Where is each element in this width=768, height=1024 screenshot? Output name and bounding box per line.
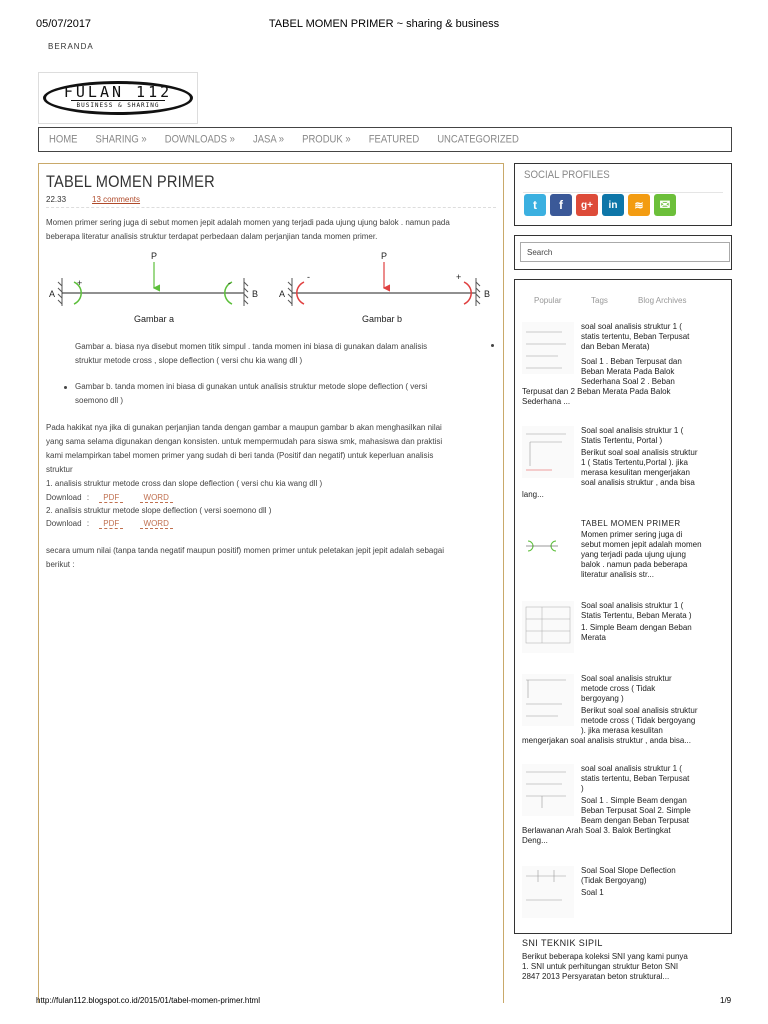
rss-icon[interactable]: ≋ xyxy=(628,194,650,216)
fig-b-a-label: A xyxy=(279,289,286,299)
post-thumbnail xyxy=(522,426,574,478)
desc-line: literatur analisis str... xyxy=(581,570,654,579)
nav-beranda-link[interactable]: BERANDA xyxy=(48,42,94,51)
post-thumbnail xyxy=(522,674,574,726)
post-closing xyxy=(46,544,444,572)
search-input[interactable]: Search xyxy=(520,242,730,262)
popular-post-desc xyxy=(581,796,691,826)
fig-b-plus: + xyxy=(456,272,462,282)
title-line: statis tertentu, Beban Terpusat xyxy=(581,332,690,341)
popular-post-desc-cont xyxy=(522,736,691,746)
bullet-gambar-a xyxy=(75,340,427,368)
closing-line: secara umum nilai (tanpa tanda negatif maupun positif) momen primer untuk peletakan jepit jepit adalah sebagai xyxy=(46,546,445,555)
desc-line: Berikut soal soal analisis struktur xyxy=(581,706,698,715)
popular-post-title[interactable] xyxy=(581,322,689,352)
word-link-2[interactable]: WORD xyxy=(140,519,173,529)
email-icon[interactable]: ✉ xyxy=(654,194,676,216)
title-line: Statis Tertentu, Portal ) xyxy=(581,436,663,445)
fig-a-minus: - xyxy=(228,278,231,288)
post-title: TABEL MOMEN PRIMER xyxy=(46,172,215,191)
download-colon: : xyxy=(86,519,90,528)
desc-line: ). jika merasa kesulitan xyxy=(581,726,663,735)
desc-line: mengerjakan soal analisis struktur , anda bisa... xyxy=(522,736,691,745)
logo-main-text: FULAN 112 xyxy=(63,83,173,101)
linkedin-icon[interactable]: in xyxy=(602,194,624,216)
popular-post-item[interactable] xyxy=(522,764,727,854)
desc-line: Soal 1 . Beban Terpusat dan xyxy=(581,357,682,366)
menu-jasa[interactable]: JASA » xyxy=(252,133,285,146)
download-label: Download xyxy=(46,493,82,502)
desc-line: balok . namun pada beberapa xyxy=(581,560,688,569)
popular-post-title[interactable] xyxy=(581,866,676,886)
menu-featured[interactable]: FEATURED xyxy=(368,133,420,146)
popular-post-item[interactable] xyxy=(522,322,727,412)
fig-b-p-label: P xyxy=(381,251,388,261)
title-line: (Tidak Bergoyang) xyxy=(581,876,647,885)
title-line: Soal soal analisis struktur xyxy=(581,674,672,683)
fig-b-b-label: B xyxy=(484,289,491,299)
bullet-line: Gambar a. biasa nya disebut momen titik simpul . tanda momen ini biasa di gunakan dalam analisis xyxy=(75,342,428,351)
post-divider xyxy=(46,207,496,208)
desc-line: metode cross ( Tidak bergoyang xyxy=(581,716,696,725)
body-line: Pada hakikat nya jika di gunakan perjanjian tanda dengan gambar a maupun gambar b akan menghasilkan nilai xyxy=(46,423,442,432)
fig-a-a-label: A xyxy=(49,289,56,299)
social-divider xyxy=(523,192,723,193)
title-line: Soal soal analisis struktur 1 ( xyxy=(581,426,684,435)
post-body xyxy=(46,421,442,477)
title-line: soal soal analisis struktur 1 ( xyxy=(581,764,682,773)
tab-tags[interactable]: Tags xyxy=(591,296,608,305)
main-menu xyxy=(38,127,732,152)
pdf-link-1[interactable]: PDF xyxy=(99,493,123,503)
popular-post-title[interactable] xyxy=(581,601,692,621)
title-line: Statis Tertentu, Beban Merata ) xyxy=(581,611,692,620)
popular-post-title[interactable] xyxy=(581,426,683,446)
desc-line: lang... xyxy=(522,490,544,499)
moment-sign-figure xyxy=(44,248,494,328)
body-line: yang sama selama digunakan dengan konsisten. untuk mempermudah para siswa smk, mahasiswa dan praktisi xyxy=(46,437,443,446)
title-line: dan Beban Merata) xyxy=(581,342,650,351)
post-thumbnail xyxy=(522,322,574,374)
social-profiles-title: SOCIAL PROFILES xyxy=(524,169,610,181)
desc-line: yang terjadi pada ujung ujung xyxy=(581,550,686,559)
footer-page-number: 1/9 xyxy=(720,996,732,1005)
menu-downloads[interactable]: DOWNLOADS » xyxy=(164,133,235,146)
sni-title: SNI TEKNIK SIPIL xyxy=(522,938,603,948)
desc-line: Merata xyxy=(581,633,606,642)
title-line: metode cross ( Tidak xyxy=(581,684,656,693)
closing-line: berikut : xyxy=(46,560,75,569)
sni-desc xyxy=(522,952,688,982)
fig-a-caption: Gambar a xyxy=(134,314,175,324)
googleplus-icon[interactable]: g+ xyxy=(576,194,598,216)
popular-post-desc xyxy=(581,448,698,488)
popular-post-title[interactable] xyxy=(581,674,672,704)
logo-divider xyxy=(71,100,165,101)
desc-line: Berikut soal soal analisis struktur xyxy=(581,448,698,457)
title-line: TABEL MOMEN PRIMER xyxy=(581,519,681,528)
tab-blog-archives[interactable]: Blog Archives xyxy=(638,296,687,305)
bullet-dot xyxy=(491,344,494,347)
intro-line: beberapa literatur analisis struktur terdapat perbedaan dalam perjanjian tanda momen primer. xyxy=(46,232,378,241)
desc-line: Momen primer sering juga di xyxy=(581,530,683,539)
popular-post-item[interactable] xyxy=(522,426,727,506)
desc-line: Terpusat dan 2 Beban Merata Pada Balok xyxy=(522,387,671,396)
desc-line: Sederhana ... xyxy=(522,397,571,406)
body-line: struktur xyxy=(46,465,73,474)
pdf-link-2[interactable]: PDF xyxy=(99,519,123,529)
fig-b-caption: Gambar b xyxy=(362,314,403,324)
desc-line: Beam dengan Beban Terpusat xyxy=(581,816,689,825)
bullet-line: struktur metode cross , slope deflection ( versi chu kia wang dll ) xyxy=(75,356,303,365)
desc-line: 1. Simple Beam dengan Beban xyxy=(581,623,692,632)
tab-popular[interactable]: Popular xyxy=(534,296,562,305)
popular-post-desc xyxy=(581,357,682,387)
popular-post-item[interactable] xyxy=(522,674,727,754)
intro-line: Momen primer sering juga di sebut momen jepit adalah momen yang terjadi pada ujung ujung balok . namun pada xyxy=(46,218,450,227)
bullet-dot xyxy=(64,386,67,389)
figure-b xyxy=(288,262,480,306)
desc-line: Deng... xyxy=(522,836,548,845)
desc-line: 2847 2013 Persyaratan beton struktural... xyxy=(522,972,670,981)
print-page-title: TABEL MOMEN PRIMER ~ sharing & business xyxy=(268,18,500,30)
post-thumbnail xyxy=(522,866,574,918)
desc-line: Sederhana Soal 2 . Beban xyxy=(581,377,675,386)
bullet-gambar-b xyxy=(75,380,427,408)
social-icons xyxy=(524,194,676,216)
desc-line: 1. SNI untuk perhitungan struktur Beton SNI xyxy=(522,962,679,971)
menu-sharing[interactable]: SHARING » xyxy=(95,133,147,146)
bullet-line: Gambar b. tanda momen ini biasa di gunakan untuk analisis struktur metode slope deflection ( versi xyxy=(75,382,428,391)
fig-a-b-label: B xyxy=(252,289,259,299)
popular-post-title[interactable] xyxy=(581,519,681,529)
desc-line: Beban Merata Pada Balok xyxy=(581,367,675,376)
popular-post-desc xyxy=(581,530,702,580)
popular-post-item[interactable] xyxy=(522,519,727,585)
desc-line: Beban Terpusat Soal 2. Simple xyxy=(581,806,691,815)
desc-line: sebut momen jepit adalah momen xyxy=(581,540,702,549)
post-thumbnail xyxy=(522,601,574,653)
body-line: kami melampirkan tabel momen primer yang sudah di beri tanda (Positif dan negatif) untuk keperluan analisis xyxy=(46,451,434,460)
desc-line: Berikut beberapa koleksi SNI yang kami punya xyxy=(522,952,688,961)
fig-a-plus: + xyxy=(77,278,83,288)
desc-line: Soal 1 xyxy=(581,888,604,897)
title-line: Soal soal analisis struktur 1 ( xyxy=(581,601,684,610)
popular-post-desc-cont xyxy=(522,490,544,500)
footer-url: http://fulan112.blogspot.co.id/2015/01/tabel-momen-primer.html xyxy=(36,996,260,1005)
menu-uncategorized[interactable]: UNCATEGORIZED xyxy=(437,133,519,146)
social-profiles-widget xyxy=(514,163,732,226)
twitter-icon[interactable]: t xyxy=(524,194,546,216)
title-line: statis tertentu, Beban Terpusat xyxy=(581,774,690,783)
item-2: 2. analisis struktur metode slope deflection ( versi soemono dll ) xyxy=(46,506,272,515)
download-row-1 xyxy=(46,491,173,505)
popular-post-title[interactable] xyxy=(581,764,689,794)
popular-post-desc xyxy=(581,706,698,736)
post-thumbnail xyxy=(522,764,574,816)
popular-post-item[interactable] xyxy=(522,601,727,661)
popular-post-desc-cont xyxy=(522,387,671,407)
post-comments-link[interactable]: 13 comments xyxy=(92,195,141,204)
word-link-1[interactable]: WORD xyxy=(140,493,173,503)
title-line: soal soal analisis struktur 1 ( xyxy=(581,322,682,331)
figure-a xyxy=(58,262,248,306)
bullet-line: soemono dll ) xyxy=(75,396,124,405)
desc-line: Berlawanan Arah Soal 3. Balok Bertingkat xyxy=(522,826,671,835)
desc-line: 1 ( Statis Tertentu,Portal ). jika xyxy=(581,458,689,467)
fig-b-minus: - xyxy=(307,272,310,282)
post-time: 22.33 xyxy=(46,195,67,204)
title-line: ) xyxy=(581,784,584,793)
print-date: 05/07/2017 xyxy=(36,18,92,30)
desc-line: soal analisis struktur , anda bisa xyxy=(581,478,695,487)
download-row-2 xyxy=(46,517,173,531)
download-colon: : xyxy=(86,493,90,502)
post-thumbnail xyxy=(522,519,574,571)
popular-post-desc-cont xyxy=(522,826,671,846)
desc-line: merasa kesulitan mengerjakan xyxy=(581,468,690,477)
fig-a-p-label: P xyxy=(151,251,158,261)
popular-post-desc xyxy=(581,623,692,643)
site-logo[interactable] xyxy=(38,72,198,124)
title-line: bergoyang ) xyxy=(581,694,624,703)
desc-line: Soal 1 . Simple Beam dengan xyxy=(581,796,687,805)
facebook-icon[interactable]: f xyxy=(550,194,572,216)
download-label: Download xyxy=(46,519,82,528)
menu-home[interactable]: HOME xyxy=(49,133,78,146)
post-intro xyxy=(46,216,450,244)
menu-produk[interactable]: PRODUK » xyxy=(302,133,351,146)
logo-sub-text: BUSINESS & SHARING xyxy=(76,102,160,109)
title-line: Soal Soal Slope Deflection xyxy=(581,866,676,875)
item-1: 1. analisis struktur metode cross dan slope deflection ( versi chu kia wang dll ) xyxy=(46,479,323,488)
popular-post-desc xyxy=(581,888,604,898)
popular-post-item[interactable] xyxy=(522,866,727,922)
